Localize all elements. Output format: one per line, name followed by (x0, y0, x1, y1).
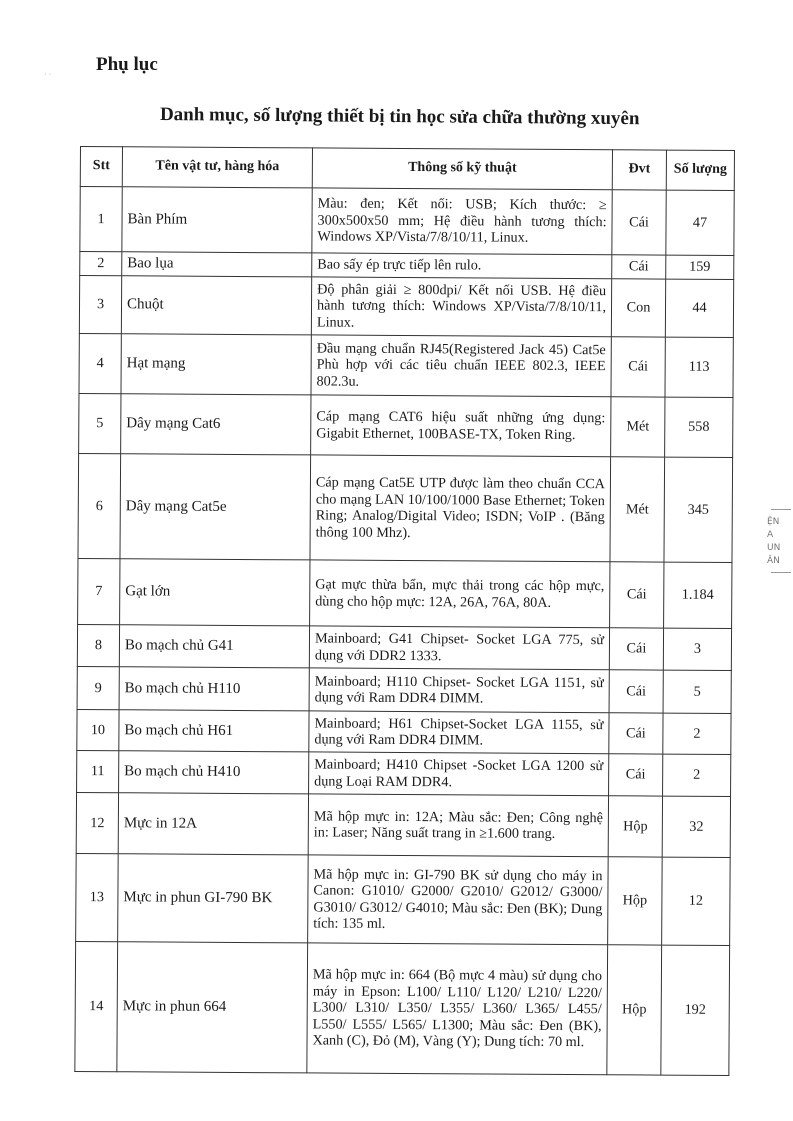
cell-stt: 2 (80, 252, 122, 276)
cell-spec: Mainboard; H110 Chipset- Socket LGA 1151, sử dụng với Ram DDR4 DIMM. (309, 668, 609, 713)
cell-stt: 8 (77, 624, 119, 666)
cell-stt: 3 (79, 276, 121, 334)
cell-qty: 558 (665, 397, 733, 457)
table-header-row (80, 147, 734, 191)
cell-qty: 1.184 (664, 562, 732, 628)
equipment-table (74, 146, 735, 1076)
table-row (77, 624, 731, 670)
header-unit: Đvt (612, 150, 666, 190)
cell-stt: 6 (78, 453, 121, 558)
cell-spec: Độ phân giải ≥ 800dpi/ Kết nối USB. Hệ điều hành tương thích: Windows XP/Vista/7/8/10/11, Linux. (311, 277, 611, 337)
cell-stt: 5 (79, 393, 121, 453)
cell-unit: Cái (609, 670, 663, 713)
table-row (80, 187, 734, 256)
cell-unit: Cái (611, 337, 665, 397)
cell-qty: 32 (662, 796, 730, 857)
table-row (77, 709, 731, 754)
table-row (78, 453, 733, 562)
cell-unit: Mét (611, 397, 665, 457)
cell-name: Dây mạng Cat5e (120, 454, 311, 560)
cell-spec: Bao sấy ép trực tiếp lên rulo. (312, 253, 612, 279)
cell-stt: 4 (79, 333, 121, 393)
cell-name: Hạt mạng (121, 334, 311, 395)
table-row (76, 792, 730, 857)
appendix-heading: Phụ lục (96, 54, 158, 75)
document-title: Danh mục, số lượng thiết bị tin học sửa chữa thường xuyên (159, 104, 640, 130)
cell-stt: 14 (75, 941, 118, 1071)
cell-name: Mực in phun GI-790 BK (118, 854, 309, 943)
cell-unit: Hộp (608, 857, 663, 945)
table-row (75, 941, 730, 1075)
header-name: Tên vật tư, hàng hóa (122, 147, 312, 188)
cell-qty: 3 (663, 628, 731, 670)
cell-spec: Cáp mạng Cat5E UTP được làm theo chuẩn CCA cho mạng LAN 10/100/1000 Base Ethernet; Token Ring; Analog/Digital Video; ISDN; VoIP . (Băng thông 100 Mhz). (310, 455, 611, 562)
cell-stt: 7 (78, 558, 120, 624)
scan-mark: · · (44, 70, 52, 79)
side-stamp-fragment: ỆN A UN ÂN (767, 505, 793, 645)
cell-name: Dây mạng Cat6 (121, 394, 311, 455)
cell-unit: Mét (610, 457, 665, 562)
cell-qty: 2 (663, 754, 731, 796)
cell-spec: Gạt mực thừa bẩn, mực thải trong các hộp mực, dùng cho hộp mực: 12A, 26A, 76A, 80A. (310, 560, 610, 628)
cell-name: Mực in phun 664 (117, 942, 308, 1073)
cell-qty: 47 (666, 190, 734, 255)
cell-name: Bo mạch chủ H410 (119, 751, 309, 794)
cell-unit: Cái (609, 754, 663, 796)
cell-unit: Hộp (608, 796, 662, 857)
cell-name: Mực in 12A (118, 793, 308, 855)
header-spec: Thông số kỹ thuật (312, 148, 612, 190)
cell-spec: Màu: đen; Kết nối: USB; Kích thước: ≥ 300x500x50 mm; Hệ điều hành tương thích: Windows XP/Vista/7/8/10/11, Linux. (312, 188, 612, 255)
table-row (77, 750, 731, 796)
cell-spec: Mã hộp mực in: 664 (Bộ mực 4 màu) sử dụng cho máy in Epson: L100/ L110/ L120/ L210/ L220/ L300/ L310/ L350/ L355/ L360/ L365/ L455/ L550/ L555/ L565/ L1300; Màu sắc: Đen (BK), Xanh (C), Đỏ (M), Vàng (Y); Dung tích: 70 ml. (307, 943, 608, 1075)
cell-stt: 13 (76, 853, 119, 941)
header-stt: Stt (80, 147, 122, 187)
cell-unit: Con (611, 279, 665, 337)
cell-stt: 9 (77, 666, 119, 709)
cell-spec: Mã hộp mực in: GI-790 BK sử dụng cho máy in Canon: G1010/ G2000/ G2010/ G2012/ G3000/ G3010/ G3012/ G4010; Màu sắc: Đen (BK); Dung tích: 135 ml. (308, 855, 609, 945)
cell-spec: Đầu mạng chuẩn RJ45(Registered Jack 45) Cat5e Phù hợp với các tiêu chuẩn IEEE 802.3, IEEE 802.3u. (311, 335, 611, 397)
table-row (79, 393, 733, 457)
cell-unit: Hộp (607, 945, 662, 1075)
cell-qty: 345 (664, 457, 733, 562)
cell-name: Bo mạch chủ G41 (119, 625, 309, 668)
cell-spec: Mainboard; H61 Chipset-Socket LGA 1155, sử dụng với Ram DDR4 DIMM. (309, 711, 609, 754)
table-row (76, 853, 731, 945)
cell-stt: 10 (77, 709, 119, 750)
cell-name: Bo mạch chủ H110 (119, 667, 309, 711)
cell-qty: 44 (665, 279, 733, 337)
cell-unit: Cái (612, 255, 666, 279)
cell-stt: 1 (80, 187, 122, 252)
cell-qty: 5 (663, 670, 731, 713)
cell-unit: Cái (612, 190, 666, 255)
cell-qty: 113 (665, 337, 733, 397)
table-row (79, 333, 733, 397)
cell-qty: 159 (666, 255, 734, 279)
cell-qty: 192 (661, 945, 730, 1075)
cell-name: Chuột (121, 276, 311, 335)
cell-name: Bao lụa (122, 252, 312, 277)
cell-unit: Cái (610, 562, 664, 628)
cell-name: Bàn Phím (122, 187, 312, 253)
cell-qty: 2 (663, 713, 731, 754)
cell-unit: Cái (609, 713, 663, 754)
cell-unit: Cái (609, 628, 663, 670)
cell-name: Gạt lớn (120, 559, 310, 626)
cell-qty: 12 (662, 857, 731, 945)
cell-stt: 11 (77, 750, 119, 792)
header-qty: Số lượng (666, 150, 734, 190)
table-row (78, 558, 732, 628)
cell-spec: Mainboard; H410 Chipset -Socket LGA 1200 sử dụng Loại RAM DDR4. (309, 752, 609, 796)
cell-name: Bo mạch chủ H61 (119, 710, 309, 752)
table-row (77, 666, 731, 713)
table-row (79, 276, 733, 338)
cell-spec: Mã hộp mực in: 12A; Màu sắc: Đen; Công nghệ in: Laser; Năng suất trang in ≥1.600 trang. (308, 794, 608, 857)
cell-spec: Cáp mạng CAT6 hiệu suất những ứng dụng: Gigabit Ethernet, 100BASE-TX, Token Ring. (311, 395, 611, 457)
cell-spec: Mainboard; G41 Chipset- Socket LGA 775, sử dụng với DDR2 1333. (309, 626, 609, 670)
cell-stt: 12 (76, 792, 118, 853)
